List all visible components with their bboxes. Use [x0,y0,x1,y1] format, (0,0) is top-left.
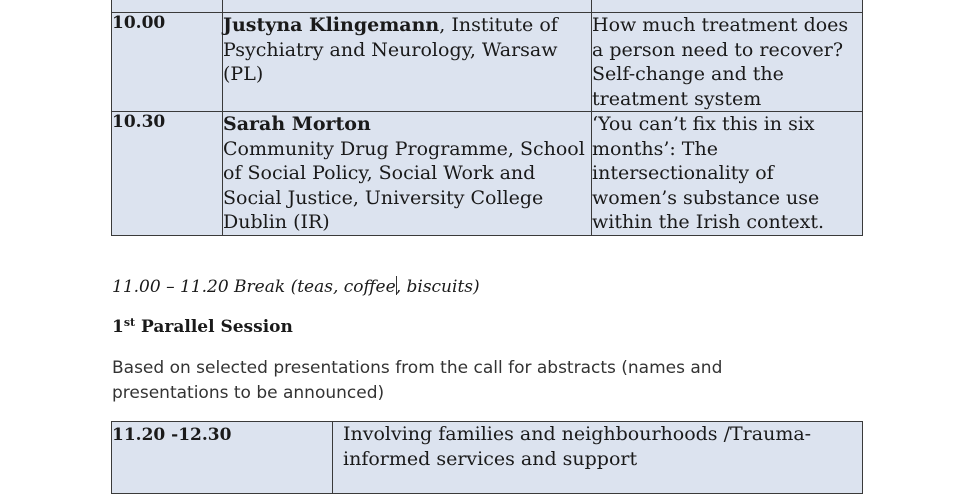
table-row [112,13,863,112]
session-description: Based on selected presentations from the call for abstracts (names and presentations to be announced) [112,358,723,403]
presentation-title: ‘You can’t fix this in six months’: The intersectionality of women’s substance use within the Irish context. [592,113,824,233]
heading-ordinal-suffix: st [123,316,136,329]
session-time: 10.30 [112,112,166,132]
break-note[interactable] [112,276,480,298]
session-time: 11.20 -12.30 [112,425,232,445]
title-cell [592,112,863,236]
time-cell [112,422,333,494]
speaker-name: Sarah Morton [223,113,371,135]
session-time: 10.00 [112,13,166,33]
heading-ordinal: 1 [112,317,124,337]
time-cell [112,0,223,13]
title-cell [592,13,863,112]
speaker-cell [223,0,592,13]
speaker-name: Justyna Klingemann [223,14,440,36]
session-topic: Involving families and neighbourhoods /Trauma-informed services and support [343,423,812,470]
table-row [112,422,863,494]
table-row-top-edge [112,0,863,13]
heading-text: Parallel Session [135,317,293,337]
break-text-rest: , biscuits) [395,277,480,297]
section-heading [112,316,293,338]
program-table-morning [111,0,863,236]
title-cell [592,0,863,13]
break-text: 11.00 – 11.20 Break (teas, coffee [112,277,396,297]
presentation-title: How much treatment does a person need to recover? Self-change and the treatment system [592,14,849,110]
speaker-affiliation: Community Drug Programme, School of Social Policy, Social Work and Social Justice, University College Dublin (IR) [223,137,585,233]
program-table-parallel [111,421,863,494]
speaker-cell [223,112,592,236]
time-cell [112,112,223,236]
topic-cell [333,422,863,494]
table-row [112,112,863,236]
time-cell [112,13,223,112]
speaker-affiliation: , Institute of Psychiatry and Neurology, Warsaw (PL) [223,14,558,85]
speaker-cell [223,13,592,112]
